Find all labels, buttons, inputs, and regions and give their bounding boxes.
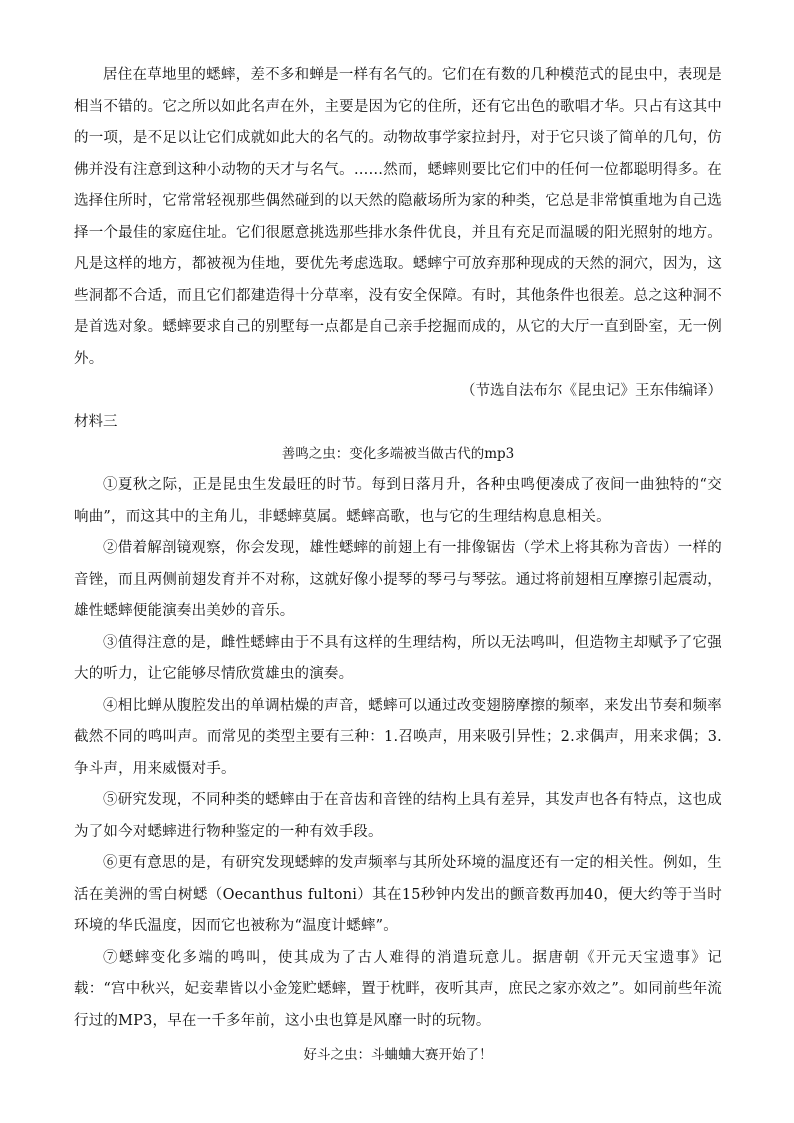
section-subtitle-fighting-insect: 好斗之虫：斗蛐蛐大赛开始了！ [303, 1047, 493, 1063]
paragraph-3: ③值得注意的是，雌性蟋蟀由于不具有这样的生理结构，所以无法鸣叫，但造物主却赋予了它强大的听力，让它能够尽情欣赏雄虫的演奏。 [74, 634, 722, 682]
paragraph-2: ②借着解剖镜观察，你会发现，雄性蟋蟀的前翅上有一排像锯齿（学术上将其称为音齿）一样的音锉，而且两侧前翅发育并不对称，这就好像小提琴的琴弓与琴弦。通过将前翅相互摩擦引起震动，雄性蟋蟀便能演奏出美妙的音乐。 [74, 540, 722, 619]
paragraph-4: ④相比蝉从腹腔发出的单调枯燥的声音，蟋蟀可以通过改变翅膀摩擦的频率，来发出节奏和频率截然不同的鸣叫声。而常见的类型主要有三种：1.召唤声，用来吸引异性；2.求偶声，用来求偶；3.争斗声，用来威慑对手。 [74, 697, 722, 777]
material2-paragraph: 居住在草地里的蟋蟀，差不多和蝉是一样有名气的。它们在有数的几种模范式的昆虫中，表现是相当不错的。它之所以如此名声在外，主要是因为它的住所，还有它出色的歌唱才华。只占有这其中的一项，是不足以让它们成就如此大的名气的。动物故事学家拉封丹，对于它只谈了简单的几句，仿佛并没有注意到这种小动物的天才与名气。……然而，蟋蟀则要比它们中的任何一位都聪明得多。在选择住所时，它常常轻视那些偶然碰到的以天然的隐蔽场所为家的种类，它总是非常慎重地为自己选择一个最佳的家庭住址。它们很愿意挑选那些排水条件优良，并且有充足而温暖的阳光照射的地方。凡是这样的地方，都被视为佳地，要优先考虑选取。蟋蟀宁可放弃那种现成的天然的洞穴，因为，这些洞都不合适，而且它们都建造得十分草率，没有安全保障。有时，其他条件也很差。总之这种洞不是首选对象。蟋蟀要求自己的别墅每一点都是自己亲手挖掘而成的，从它的大厅一直到卧室，无一例外。 [74, 67, 722, 367]
paragraph-1: ①夏秋之际，正是昆虫生发最旺的时节。每到日落月升，各种虫鸣便凑成了夜间一曲独特的“交响曲”，而这其中的主角儿，非蟋蟀莫属。蟋蟀高歌，也与它的生理结构息息相关。 [74, 477, 722, 525]
paragraph-7: ⑦蟋蟀变化多端的鸣叫，使其成为了古人难得的消遣玩意儿。据唐朝《开元天宝遗事》记载：“宫中秋兴，妃妾辈皆以小金笼贮蟋蟀，置于枕畔，夜听其声，庶民之家亦效之”。如同前些年流行过的MP3，早在一千多年前，这小虫也算是风靡一时的玩物。 [74, 949, 722, 1029]
material3-label: 材料三 [74, 414, 118, 430]
source-citation: （节选自法布尔《昆虫记》王东伟编译） [461, 383, 722, 399]
section-subtitle-singing-insect: 善鸣之虫：变化多端被当做古代的mp3 [281, 446, 515, 462]
paragraph-5: ⑤研究发现，不同种类的蟋蟀由于在音齿和音锉的结构上具有差异，其发声也各有特点，这也成为了如今对蟋蟀进行物种鉴定的一种有效手段。 [74, 792, 722, 840]
paragraph-6: ⑥更有意思的是，有研究发现蟋蟀的发声频率与其所处环境的温度还有一定的相关性。例如，生活在美洲的雪白树蟋（Oecanthus fultoni）其在15秒钟内发出的颤音数再加40，便大约等于当时环境的华氏温度，因而它也被称为“温度计蟋蟀”。 [74, 855, 722, 934]
document-page [74, 60, 722, 1070]
